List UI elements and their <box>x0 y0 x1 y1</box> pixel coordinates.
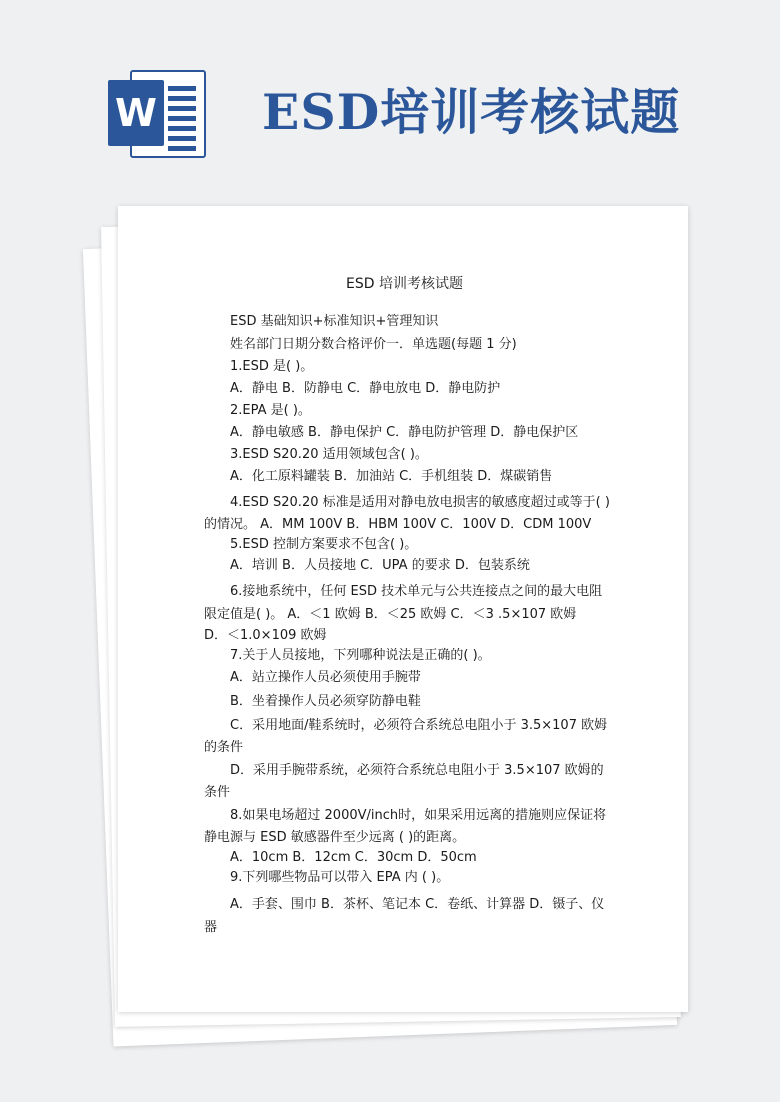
document-line: 的条件 <box>204 740 244 755</box>
document-line: C．采用地面/鞋系统时，必须符合系统总电阻小于 3.5×107 欧姆 <box>230 718 608 733</box>
document-line: ESD 基础知识+标准知识+管理知识 <box>230 314 439 329</box>
document-line: D．采用手腕带系统，必须符合系统总电阻小于 3.5×107 欧姆的 <box>230 763 604 778</box>
document-line: 3.ESD S20.20 适用领域包含( )。 <box>230 447 428 462</box>
document-line: 限定值是( )。 A．＜1 欧姆 B．＜25 欧姆 C．＜3 .5×107 欧姆 <box>204 607 577 622</box>
document-line: D．＜1.0×109 欧姆 <box>204 628 327 643</box>
document-line: 4.ESD S20.20 标准是适用对静电放电损害的敏感度超过或等于( ) <box>230 495 610 510</box>
document-line: A．化工原料罐装 B．加油站 C．手机组装 D．煤碳销售 <box>230 469 553 484</box>
document-line: 2.EPA 是( )。 <box>230 403 311 418</box>
document-line: 8.如果电场超过 2000V/inch时，如果采用远离的措施则应保证将 <box>230 808 607 823</box>
document-line: 7.关于人员接地，下列哪种说法是正确的( )。 <box>230 648 491 663</box>
document-line: A．手套、围巾 B．茶杯、笔记本 C．卷纸、计算器 D．镊子、仪 <box>230 897 605 912</box>
document-line: 静电源与 ESD 敏感器件至少远离 ( )的距离。 <box>204 830 466 845</box>
document-title: ESD 培训考核试题 <box>346 276 463 292</box>
word-icon <box>108 66 208 162</box>
document-line: 5.ESD 控制方案要求不包含( )。 <box>230 537 418 552</box>
document-line: 6.接地系统中，任何 ESD 技术单元与公共连接点之间的最大电阻 <box>230 584 603 599</box>
document-line: 姓名部门日期分数合格评价一．单选题(每题 1 分) <box>230 337 517 352</box>
document-line: A．10cm B．12cm C．30cm D．50cm <box>230 850 477 865</box>
document-line: A．静电敏感 B．静电保护 C．静电防护管理 D．静电保护区 <box>230 425 579 440</box>
document-line: B．坐着操作人员必须穿防静电鞋 <box>230 694 421 709</box>
word-icon-letter: W <box>108 80 164 146</box>
document-line: A．静电 B．防静电 C．静电放电 D．静电防护 <box>230 381 501 396</box>
document-line: 9.下列哪些物品可以带入 EPA 内 ( )。 <box>230 870 450 885</box>
document-line: 1.ESD 是( )。 <box>230 359 314 374</box>
document-page <box>118 206 688 1012</box>
document-line: A．站立操作人员必须使用手腕带 <box>230 670 421 685</box>
document-line: 的情况。 A．MM 100V B．HBM 100V C．100V D．CDM 100V <box>204 517 592 532</box>
banner <box>0 0 780 200</box>
document-content <box>118 206 688 1012</box>
document-line: 条件 <box>204 785 231 800</box>
banner-title: ESD培训考核试题 <box>262 83 681 141</box>
document-line: 器 <box>204 920 218 935</box>
document-line: A．培训 B．人员接地 C．UPA 的要求 D．包装系统 <box>230 558 530 573</box>
